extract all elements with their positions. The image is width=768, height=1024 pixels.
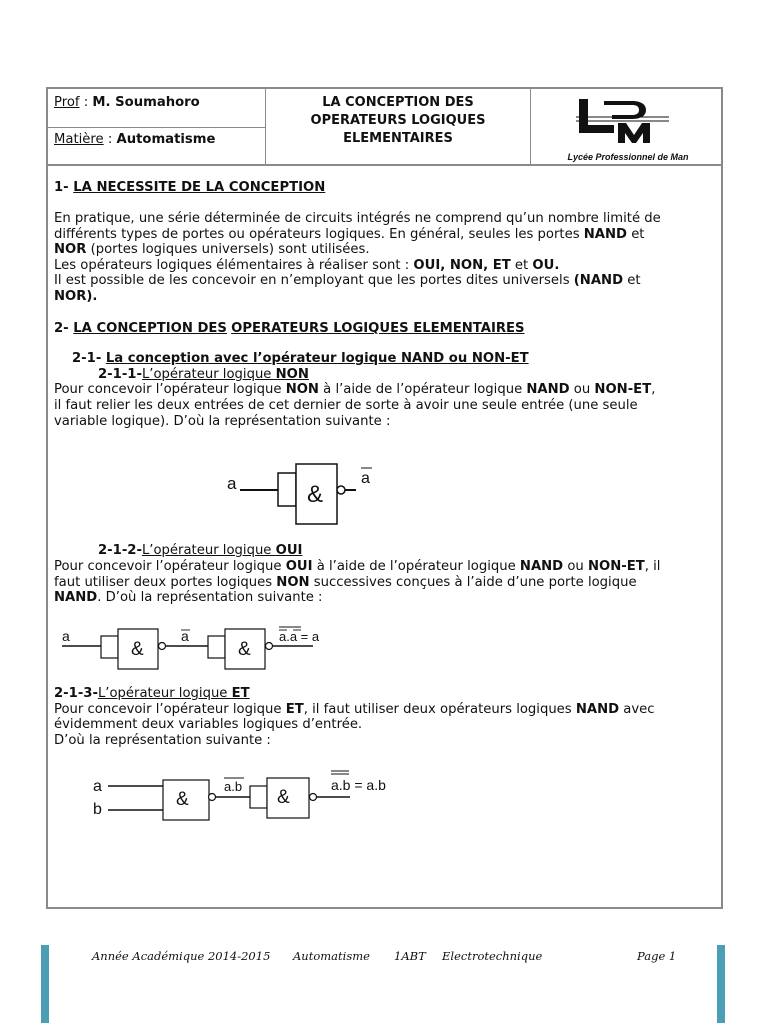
s1-line3: NOR (portes logiques universels) sont utilisées. xyxy=(54,242,370,257)
s212-line1: Pour concevoir l’opérateur logique OUI à l’aide de l’opérateur logique NAND ou NON-ET, il xyxy=(54,559,661,574)
section21-heading: 2-1- La conception avec l’opérateur logique NAND ou NON-ET xyxy=(72,351,529,366)
footer-field: Electrotechnique xyxy=(442,949,543,963)
s1-line4: Les opérateurs logiques élémentaires à réaliser sont : OUI, NON, ET et OU. xyxy=(54,258,560,273)
diagram-non xyxy=(222,458,382,530)
d3-output-label: a.b = a.b xyxy=(331,777,386,793)
d2-output-label: a.a = a xyxy=(279,629,320,644)
title-line2: OPERATEURS LOGIQUES xyxy=(310,113,486,128)
s211-line2: il faut relier les deux entrées de cet dernier de sorte à avoir une seule entrée (une seule xyxy=(54,398,638,413)
prof-name: M. Soumahoro xyxy=(92,95,200,110)
s211-line1: Pour concevoir l’opérateur logique NON à l’aide de l’opérateur logique NAND ou NON-ET, xyxy=(54,382,656,397)
header-table xyxy=(48,89,721,166)
d1-output-label: a xyxy=(361,470,370,487)
s211-line3: variable logique). D’où la représentation suivante : xyxy=(54,414,391,429)
d1-gate-symbol: & xyxy=(307,481,324,508)
s212-line2: faut utiliser deux portes logiques NON successives conçues à l’aide d’une porte logique xyxy=(54,575,637,590)
section212-heading: 2-1-2-L’opérateur logique OUI xyxy=(98,543,303,558)
matiere-line xyxy=(54,132,215,147)
diagram-oui xyxy=(58,625,348,673)
d3-gate2-symbol: & xyxy=(277,787,290,808)
d3-input1-label: a xyxy=(93,778,102,795)
d3-gate1-symbol: & xyxy=(176,789,189,810)
school-name: Lycée Professionnel de Man xyxy=(567,152,689,162)
prof-line xyxy=(54,95,200,110)
doc-title xyxy=(266,94,530,148)
prof-sep: : xyxy=(79,95,93,110)
footer-class: 1ABT xyxy=(394,949,426,963)
footer-bar-left xyxy=(41,945,49,1023)
section213-heading: 2-1-3-L’opérateur logique ET xyxy=(54,686,250,701)
s213-line2: évidemment deux variables logiques d’entrée. xyxy=(54,717,363,732)
matiere-label: Matière xyxy=(54,132,104,147)
footer-subject: Automatisme xyxy=(293,949,370,963)
d2-mid-label: a xyxy=(181,628,189,644)
footer-page: Page 1 xyxy=(637,949,677,963)
section1-heading: 1- LA NECESSITE DE LA CONCEPTION xyxy=(54,180,326,195)
s1-line6: NOR). xyxy=(54,289,98,304)
d3-mid-label: a.b xyxy=(224,779,243,794)
s1-line1: En pratique, une série déterminée de circuits intégrés ne comprend qu’un nombre limité de xyxy=(54,211,661,226)
title-line3: ELEMENTAIRES xyxy=(343,131,453,146)
s213-line1: Pour concevoir l’opérateur logique ET, il faut utiliser deux opérateurs logiques NAND avec xyxy=(54,702,655,717)
s1-line2: différents types de portes ou opérateurs logiques. En général, seules les portes NAND et xyxy=(54,227,645,242)
section211-heading: 2-1-1-L’opérateur logique NON xyxy=(98,367,309,382)
footer-bar-right xyxy=(717,945,725,1023)
d2-gate2-symbol: & xyxy=(238,639,251,660)
d2-gate1-symbol: & xyxy=(131,639,144,660)
d3-input2-label: b xyxy=(93,801,102,818)
matiere-sep: : xyxy=(103,132,117,147)
d1-input-label: a xyxy=(227,474,237,493)
prof-label: Prof xyxy=(54,95,80,110)
s1-line5: Il est possible de les concevoir en n’employant que les portes dites universels (NAND et xyxy=(54,273,641,288)
lpm-logo xyxy=(574,97,674,147)
diagram-et xyxy=(88,766,408,828)
s213-line3: D’où la représentation suivante : xyxy=(54,733,271,748)
s212-line3: NAND. D’où la représentation suivante : xyxy=(54,590,323,605)
matiere-name: Automatisme xyxy=(116,132,216,147)
section2-heading: 2- LA CONCEPTION DES OPERATEURS LOGIQUES ELEMENTAIRES xyxy=(54,321,525,336)
title-line1: LA CONCEPTION DES xyxy=(322,95,474,110)
footer-year: Année Académique 2014-2015 xyxy=(92,949,271,963)
d2-input-label: a xyxy=(62,628,70,644)
